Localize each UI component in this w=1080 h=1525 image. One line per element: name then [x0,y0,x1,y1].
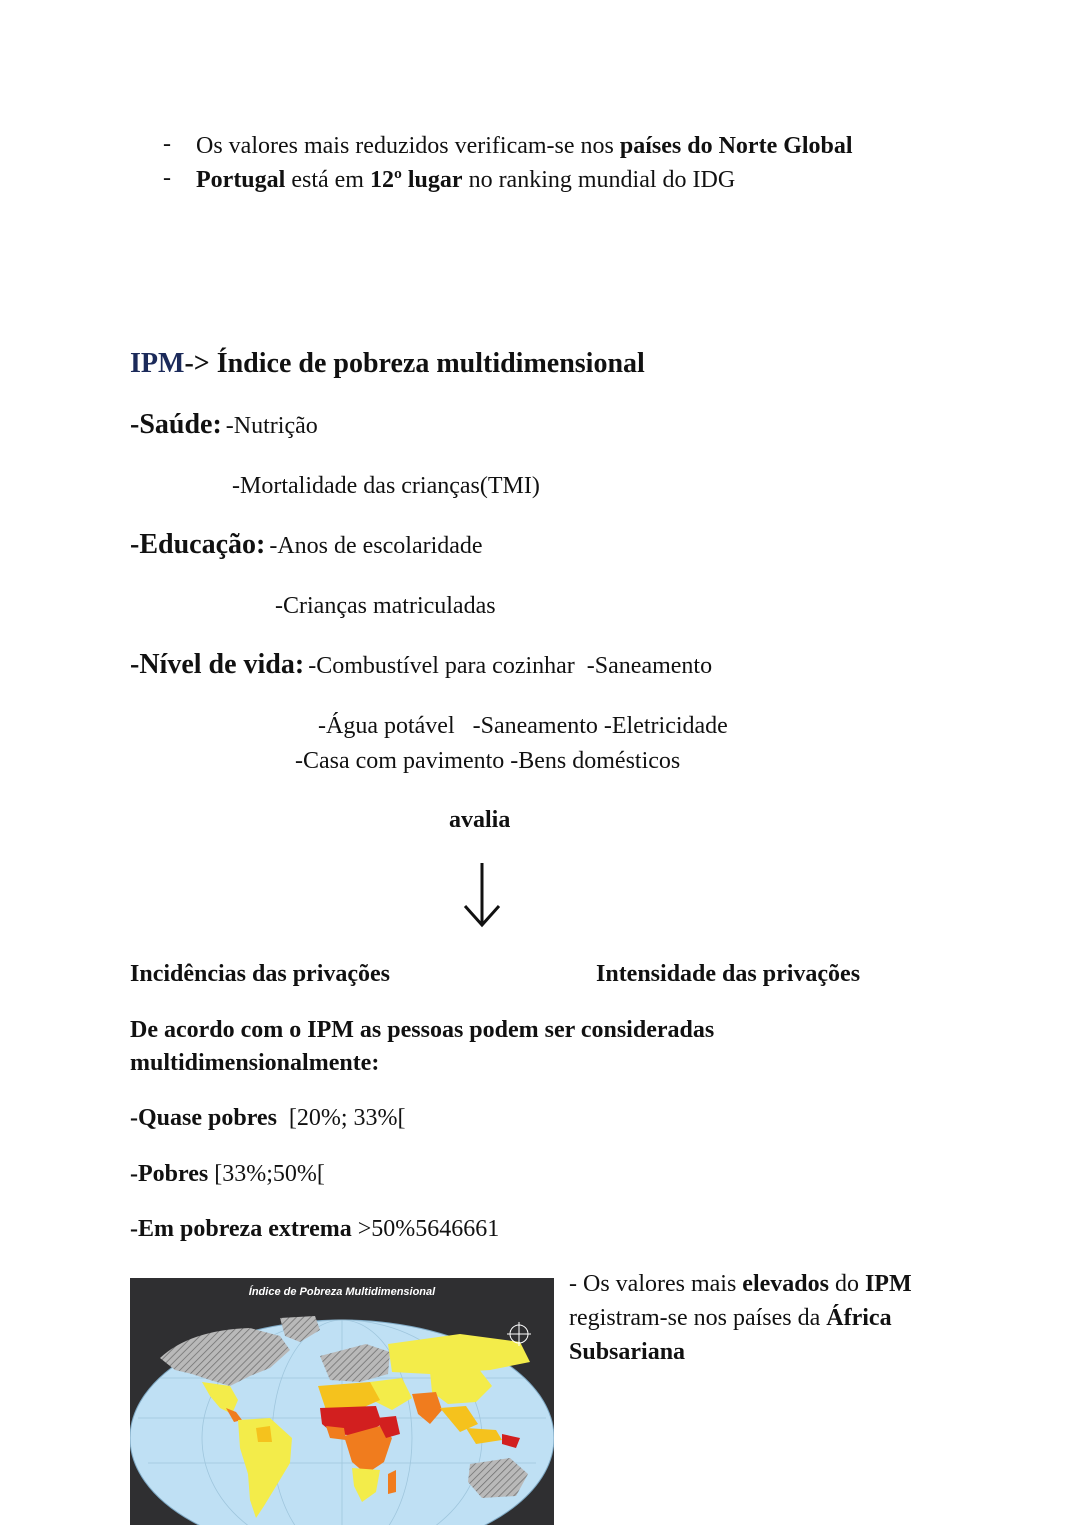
note-text: registram-se nos países da [569,1305,827,1331]
poor-row [130,1159,325,1189]
note-bold: Subsariana [569,1339,686,1365]
education-item: -Crianças matriculadas [275,593,496,619]
extreme-label: -Em pobreza extrema [130,1216,352,1242]
bullet-text: está em [285,167,370,193]
poor-range: [33%;50%[ [208,1161,325,1187]
living-line: -Casa com pavimento -Bens domésticos [295,748,681,774]
education-row [130,528,483,562]
intensity-label: Intensidade das privações [596,961,861,987]
evaluates-label: avalia [449,807,511,833]
bullet-portugal [196,165,735,195]
bullet-dash: - [163,165,171,191]
note-line [569,1269,912,1299]
ipm-acronym: IPM [130,348,185,379]
bullet-text: Os valores mais reduzidos verificam-se nos [196,133,620,159]
education-label: -Educação: [130,529,266,560]
classification-intro: De acordo com o IPM as pessoas podem ser consideradas [130,1017,715,1043]
living-line: -Combustível para cozinhar -Saneamento [308,653,713,679]
health-item: -Mortalidade das crianças(TMI) [232,473,540,499]
near-poor-label: -Quase pobres [130,1105,277,1131]
note-bold: elevados [742,1271,829,1297]
bullet-bold: Portugal [196,167,286,193]
extreme-range: >50%5646661 [351,1216,500,1242]
note-bold: IPM [864,1271,912,1297]
down-arrow-icon [462,860,502,930]
poor-label: -Pobres [130,1161,209,1187]
living-row [130,648,712,682]
extreme-row [130,1214,499,1244]
poverty-world-map [130,1278,554,1525]
living-line: -Água potável -Saneamento -Eletricidade [318,713,728,739]
note-bold: África [826,1305,892,1331]
near-poor-row [130,1103,406,1133]
bullet-bold: 12º lugar [369,167,463,193]
classification-intro: multidimensionalmente: [130,1050,380,1076]
education-item: -Anos de escolaridade [269,533,483,559]
note-text: do [828,1271,865,1297]
living-label: -Nível de vida: [130,649,305,680]
bullet-text: no ranking mundial do IDG [462,167,736,193]
near-poor-range: [20%; 33%[ [276,1105,406,1131]
incidence-label: Incidências das privações [130,961,391,987]
note-text: - Os valores mais [569,1271,743,1297]
bullet-dash: - [163,131,171,157]
map-title: Índice de Pobreza Multidimensional [248,1286,436,1298]
ipm-title: -> Índice de pobreza multidimensional [184,348,645,379]
health-item: -Nutrição [225,413,318,439]
bullet-north-global [196,131,853,161]
bullet-bold: países do Norte Global [619,133,853,159]
health-row [130,408,318,442]
health-label: -Saúde: [130,409,222,440]
world-map-illustration [130,1278,554,1525]
ipm-heading [130,347,645,381]
note-line [569,1303,892,1333]
